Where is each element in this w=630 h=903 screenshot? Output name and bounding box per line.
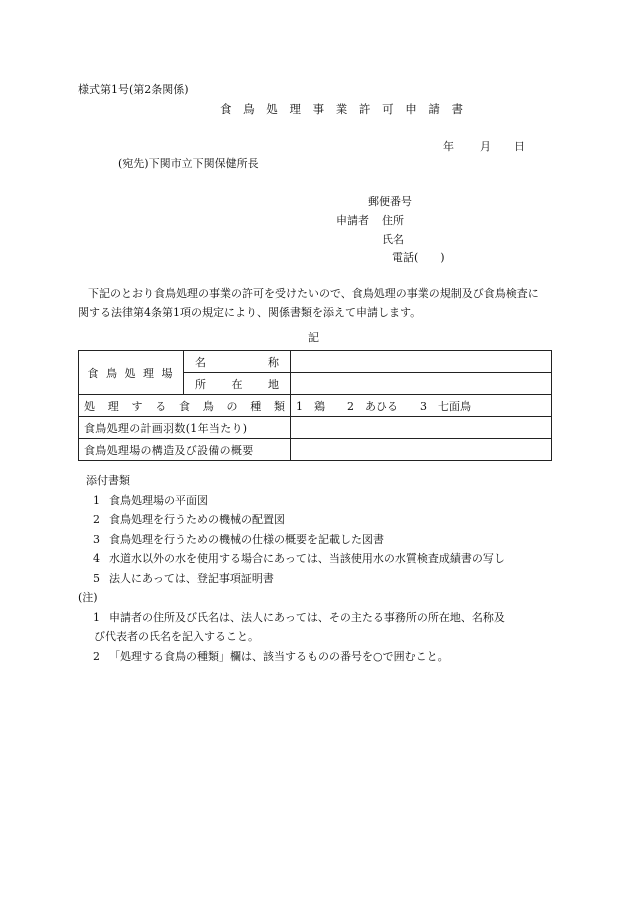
- name-char: 称: [268, 355, 279, 369]
- location-char: 所: [195, 377, 206, 391]
- table-row: [79, 351, 552, 373]
- species-label: [79, 395, 291, 417]
- species-char: す: [131, 399, 143, 413]
- list-item: [78, 491, 505, 511]
- facility-location-label: [184, 373, 291, 395]
- location-char: 地: [268, 377, 279, 391]
- item-number: 4: [93, 552, 100, 565]
- structure-label: 食鳥処理場の構造及び設備の概要: [79, 439, 291, 461]
- list-item: [78, 549, 505, 569]
- species-char: 類: [274, 399, 285, 413]
- item-text: 「処理する食鳥の種類」欄は、該当するものの番号を○で囲むこと。: [109, 649, 449, 663]
- species-char: 鳥: [202, 399, 214, 413]
- application-table: [78, 350, 552, 461]
- list-item: [78, 530, 505, 550]
- planned-count-label: 食鳥処理の計画羽数(1年当たり): [79, 417, 291, 439]
- species-char: の: [226, 399, 238, 413]
- item-text: 水道水以外の水を使用する場合にあっては、当該使用水の水質検査成績書の写し: [109, 552, 505, 565]
- item-text: 申請者の住所及び氏名は、法人にあっては、その主たる事務所の所在地、名称及: [109, 610, 505, 624]
- list-item: [78, 608, 505, 628]
- item-number: 2: [93, 649, 100, 663]
- notes-heading: (注): [78, 591, 98, 604]
- species-char: 種: [250, 399, 262, 413]
- item-continuation: び代表者の氏名を記入すること。: [94, 630, 259, 643]
- species-options-field[interactable]: 1 鶏 2 あひる 3 七面鳥: [291, 395, 552, 417]
- address-label: 住所: [382, 214, 404, 227]
- date-day-label: 日: [514, 140, 525, 153]
- addressee: (宛先)下関市立下関保健所長: [118, 157, 259, 170]
- list-item: [78, 647, 505, 667]
- application-statement: 下記のとおり食鳥処理の事業の許可を受けたいので、食鳥処理の事業の規制及び食鳥検査に関する法律第4条第1項の規定により、関係書類を添えて申請します。: [78, 287, 539, 319]
- attachments-heading: 添付書類: [86, 474, 130, 487]
- name-label: 氏名: [382, 233, 404, 246]
- applicant-label: 申請者: [336, 214, 369, 227]
- facility-name-field[interactable]: [291, 351, 552, 373]
- item-number: 3: [93, 532, 100, 546]
- species-char: 理: [107, 399, 119, 413]
- item-number: 1: [93, 610, 100, 624]
- phone-label: 電話( ): [392, 251, 445, 264]
- postal-code-label: 郵便番号: [368, 195, 412, 208]
- planned-count-field[interactable]: [291, 417, 552, 439]
- facility-location-field[interactable]: [291, 373, 552, 395]
- ki-marker: 記: [308, 331, 319, 344]
- facility-name-label: [184, 351, 291, 373]
- item-text: 食鳥処理場の平面図: [109, 493, 208, 507]
- structure-field[interactable]: [291, 439, 552, 461]
- table-row: [79, 439, 552, 461]
- list-item: [78, 569, 505, 589]
- form-number: 様式第1号(第2条関係): [78, 83, 189, 96]
- species-char: る: [155, 399, 167, 413]
- date-month-label: 月: [480, 140, 491, 153]
- table-row: [79, 417, 552, 439]
- item-text: 法人にあっては、登記事項証明書: [109, 571, 274, 585]
- name-char: 名: [195, 355, 206, 369]
- location-char: 在: [231, 377, 243, 391]
- item-number: 1: [93, 493, 100, 507]
- item-text: 食鳥処理を行うための機械の配置図: [109, 513, 285, 526]
- table-row: [79, 395, 552, 417]
- species-char: 処: [84, 399, 95, 413]
- item-number: 2: [93, 513, 100, 526]
- document-title: 食 鳥 処 理 事 業 許 可 申 請 書: [220, 102, 468, 116]
- attachments-list: [78, 471, 505, 666]
- date-year-label: 年: [443, 140, 454, 153]
- item-text: 食鳥処理を行うための機械の仕様の概要を記載した図書: [109, 532, 384, 546]
- species-char: 食: [179, 399, 190, 413]
- list-item: [78, 510, 505, 530]
- item-number: 5: [93, 571, 100, 585]
- facility-label: 食 鳥 処 理 場: [79, 351, 184, 395]
